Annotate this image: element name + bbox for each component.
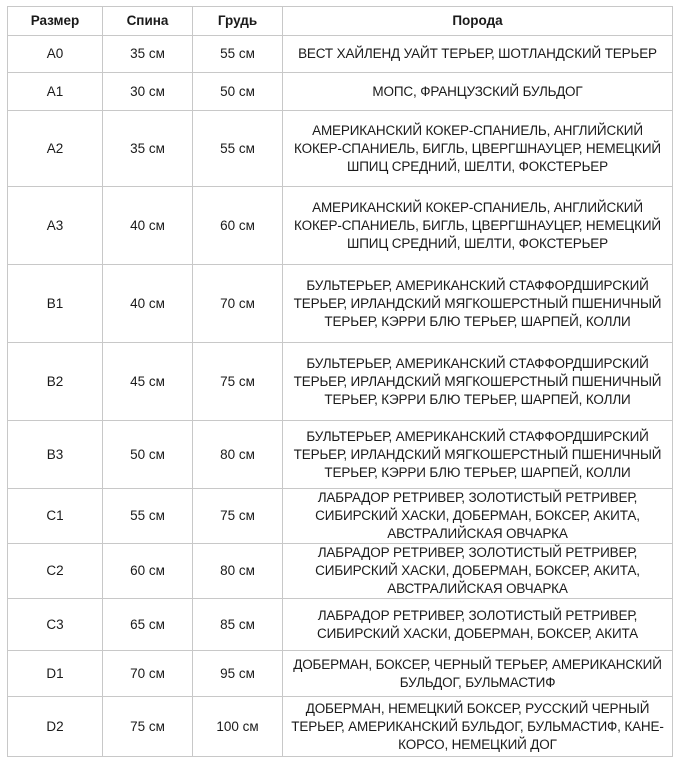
cell-back: 50 см — [103, 421, 193, 489]
table-row — [8, 599, 673, 651]
cell-breed: ЛАБРАДОР РЕТРИВЕР, ЗОЛОТИСТЫЙ РЕТРИВЕР, СИБИРСКИЙ ХАСКИ, ДОБЕРМАН, БОКСЕР, АКИТА, АВСТРАЛИЙСКАЯ ОВЧАРКА — [283, 544, 673, 599]
cell-chest: 100 см — [193, 697, 283, 757]
cell-back: 40 см — [103, 265, 193, 343]
table-row — [8, 187, 673, 265]
table-header-row — [8, 7, 673, 36]
cell-size: A3 — [8, 187, 103, 265]
cell-size: C2 — [8, 544, 103, 599]
cell-size: C1 — [8, 489, 103, 544]
cell-back: 45 см — [103, 343, 193, 421]
cell-chest: 55 см — [193, 111, 283, 187]
cell-chest: 80 см — [193, 421, 283, 489]
cell-size: B2 — [8, 343, 103, 421]
cell-breed: АМЕРИКАНСКИЙ КОКЕР-СПАНИЕЛЬ, АНГЛИЙСКИЙ КОКЕР-СПАНИЕЛЬ, БИГЛЬ, ЦВЕРГШНАУЦЕР, НЕМЕЦКИЙ ШПИЦ СРЕДНИЙ, ШЕЛТИ, ФОКСТЕРЬЕР — [283, 187, 673, 265]
cell-chest: 50 см — [193, 73, 283, 111]
cell-chest: 75 см — [193, 343, 283, 421]
cell-size: A1 — [8, 73, 103, 111]
cell-breed: БУЛЬТЕРЬЕР, АМЕРИКАНСКИЙ СТАФФОРДШИРСКИЙ ТЕРЬЕР, ИРЛАНДСКИЙ МЯГКОШЕРСТНЫЙ ПШЕНИЧНЫЙ ТЕРЬЕР, КЭРРИ БЛЮ ТЕРЬЕР, ШАРПЕЙ, КОЛЛИ — [283, 421, 673, 489]
size-table — [7, 6, 673, 757]
cell-breed: АМЕРИКАНСКИЙ КОКЕР-СПАНИЕЛЬ, АНГЛИЙСКИЙ КОКЕР-СПАНИЕЛЬ, БИГЛЬ, ЦВЕРГШНАУЦЕР, НЕМЕЦКИЙ ШПИЦ СРЕДНИЙ, ШЕЛТИ, ФОКСТЕРЬЕР — [283, 111, 673, 187]
cell-back: 65 см — [103, 599, 193, 651]
cell-chest: 75 см — [193, 489, 283, 544]
header-size: Размер — [8, 7, 103, 36]
table-row — [8, 489, 673, 544]
cell-chest: 55 см — [193, 36, 283, 73]
table-row — [8, 343, 673, 421]
table-row — [8, 265, 673, 343]
cell-back: 30 см — [103, 73, 193, 111]
cell-size: A2 — [8, 111, 103, 187]
table-row — [8, 36, 673, 73]
cell-back: 70 см — [103, 651, 193, 697]
header-back: Спина — [103, 7, 193, 36]
cell-chest: 85 см — [193, 599, 283, 651]
cell-size: A0 — [8, 36, 103, 73]
table-row — [8, 697, 673, 757]
table-row — [8, 421, 673, 489]
table-row — [8, 651, 673, 697]
table-row — [8, 73, 673, 111]
table-row — [8, 544, 673, 599]
cell-breed: ЛАБРАДОР РЕТРИВЕР, ЗОЛОТИСТЫЙ РЕТРИВЕР, СИБИРСКИЙ ХАСКИ, ДОБЕРМАН, БОКСЕР, АКИТА, АВСТРАЛИЙСКАЯ ОВЧАРКА — [283, 489, 673, 544]
cell-back: 40 см — [103, 187, 193, 265]
cell-breed: БУЛЬТЕРЬЕР, АМЕРИКАНСКИЙ СТАФФОРДШИРСКИЙ ТЕРЬЕР, ИРЛАНДСКИЙ МЯГКОШЕРСТНЫЙ ПШЕНИЧНЫЙ ТЕРЬЕР, КЭРРИ БЛЮ ТЕРЬЕР, ШАРПЕЙ, КОЛЛИ — [283, 265, 673, 343]
cell-size: B3 — [8, 421, 103, 489]
header-breed: Порода — [283, 7, 673, 36]
cell-chest: 80 см — [193, 544, 283, 599]
cell-breed: БУЛЬТЕРЬЕР, АМЕРИКАНСКИЙ СТАФФОРДШИРСКИЙ ТЕРЬЕР, ИРЛАНДСКИЙ МЯГКОШЕРСТНЫЙ ПШЕНИЧНЫЙ ТЕРЬЕР, КЭРРИ БЛЮ ТЕРЬЕР, ШАРПЕЙ, КОЛЛИ — [283, 343, 673, 421]
cell-chest: 60 см — [193, 187, 283, 265]
cell-back: 60 см — [103, 544, 193, 599]
table-row — [8, 111, 673, 187]
cell-breed: ЛАБРАДОР РЕТРИВЕР, ЗОЛОТИСТЫЙ РЕТРИВЕР, СИБИРСКИЙ ХАСКИ, ДОБЕРМАН, БОКСЕР, АКИТА — [283, 599, 673, 651]
cell-breed: ВЕСТ ХАЙЛЕНД УАЙТ ТЕРЬЕР, ШОТЛАНДСКИЙ ТЕРЬЕР — [283, 36, 673, 73]
cell-breed: МОПС, ФРАНЦУЗСКИЙ БУЛЬДОГ — [283, 73, 673, 111]
cell-back: 75 см — [103, 697, 193, 757]
header-chest: Грудь — [193, 7, 283, 36]
cell-size: C3 — [8, 599, 103, 651]
cell-back: 35 см — [103, 111, 193, 187]
cell-chest: 95 см — [193, 651, 283, 697]
cell-size: D1 — [8, 651, 103, 697]
cell-size: B1 — [8, 265, 103, 343]
cell-back: 55 см — [103, 489, 193, 544]
cell-breed: ДОБЕРМАН, НЕМЕЦКИЙ БОКСЕР, РУССКИЙ ЧЕРНЫЙ ТЕРЬЕР, АМЕРИКАНСКИЙ БУЛЬДОГ, БУЛЬМАСТИФ, КАНЕ-КОРСО, НЕМЕЦКИЙ ДОГ — [283, 697, 673, 757]
cell-size: D2 — [8, 697, 103, 757]
cell-breed: ДОБЕРМАН, БОКСЕР, ЧЕРНЫЙ ТЕРЬЕР, АМЕРИКАНСКИЙ БУЛЬДОГ, БУЛЬМАСТИФ — [283, 651, 673, 697]
cell-back: 35 см — [103, 36, 193, 73]
cell-chest: 70 см — [193, 265, 283, 343]
